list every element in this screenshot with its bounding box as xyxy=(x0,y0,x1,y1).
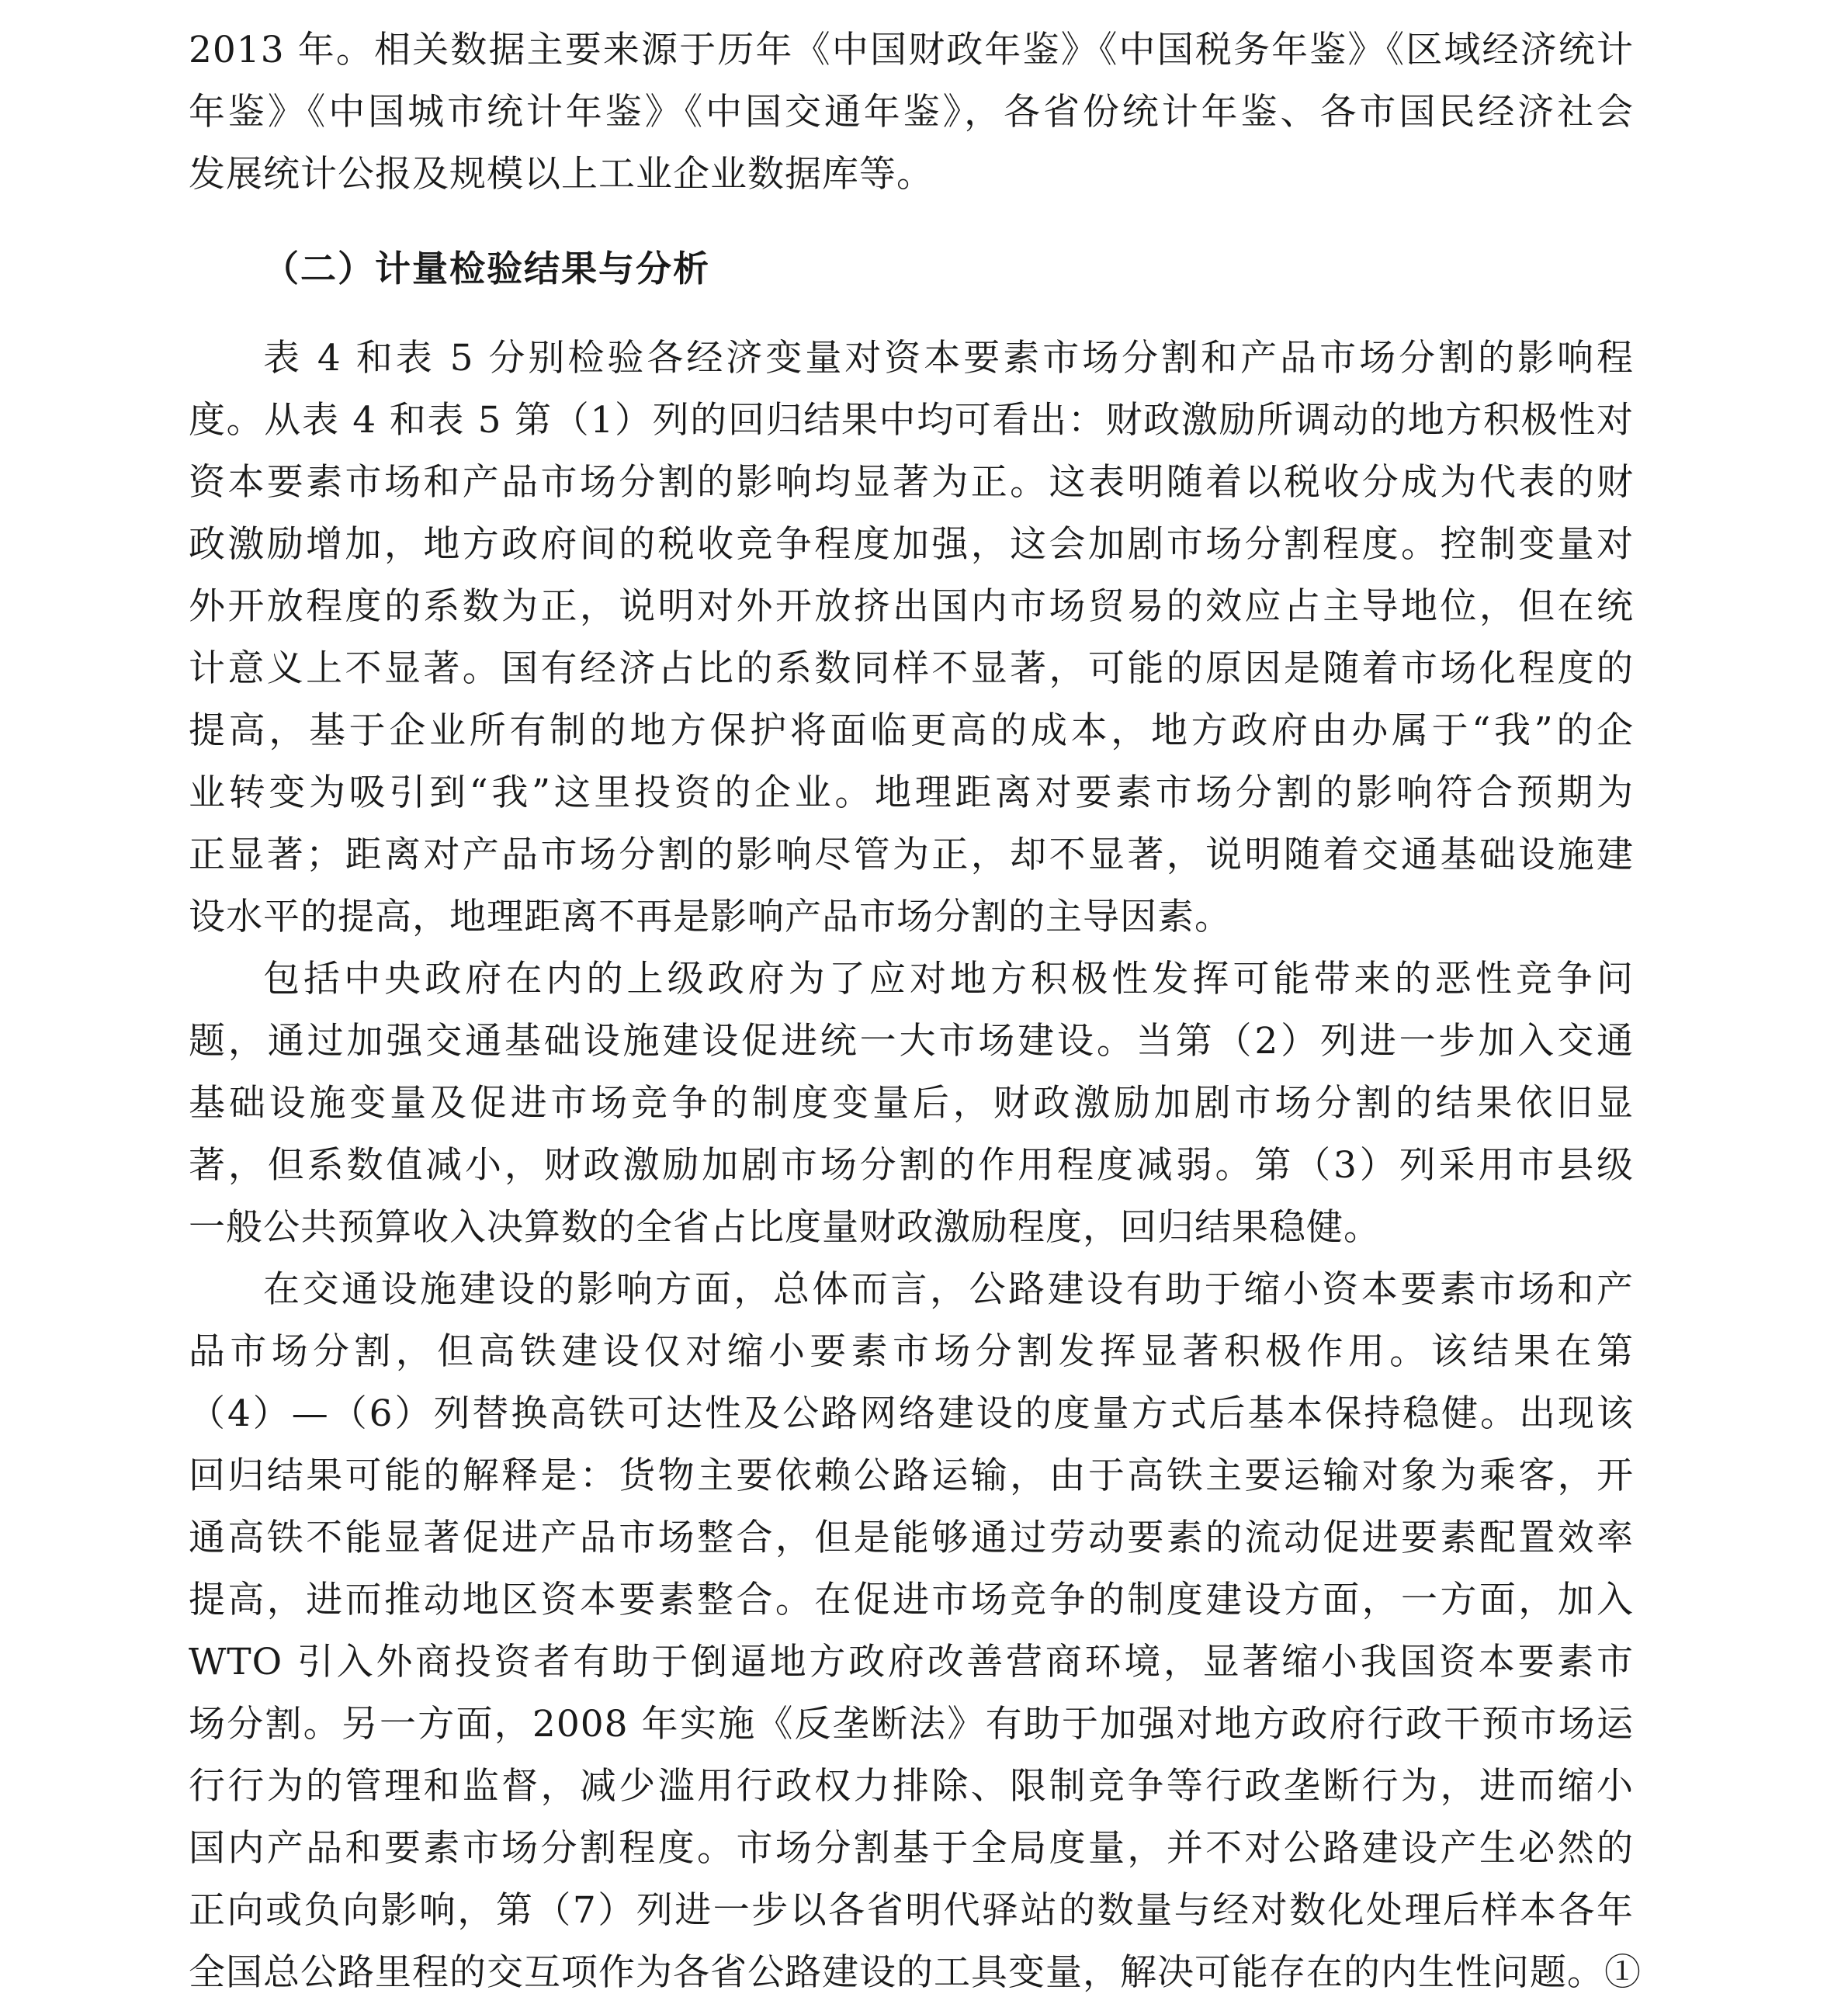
paragraph1-line-6: 计意义上不显著。国有经济占比的系数同样不显著，可能的原因是随着市场化程度的 xyxy=(189,647,1634,690)
intro-line-3: 发展统计公报及规模以上工业企业数据库等。 xyxy=(189,153,934,196)
paragraph2-line-3: 基础设施变量及促进市场竞争的制度变量后，财政激励加剧市场分割的结果依旧显 xyxy=(189,1082,1634,1125)
intro-line-2: 年鉴》《中国城市统计年鉴》《中国交通年鉴》，各省份统计年鉴、各市国民经济社会 xyxy=(189,91,1634,133)
paragraph3-line-12: 全国总公路里程的交互项作为各省公路建设的工具变量，解决可能存在的内生性问题。① xyxy=(189,1951,1642,1994)
paragraph1-line-8: 业转变为吸引到“我”这里投资的企业。地理距离对要素市场分割的影响符合预期为 xyxy=(189,771,1634,814)
paragraph1-line-5: 外开放程度的系数为正，说明对外开放挤出国内市场贸易的效应占主导地位，但在统 xyxy=(189,585,1634,628)
paragraph1-line-4: 政激励增加，地方政府间的税收竞争程度加强，这会加剧市场分割程度。控制变量对 xyxy=(189,523,1634,566)
paragraph1-line-7: 提高，基于企业所有制的地方保护将面临更高的成本，地方政府由办属于“我”的企 xyxy=(189,709,1634,752)
paragraph3-line-7: WTO 引入外商投资者有助于倒逼地方政府改善营商环境，显著缩小我国资本要素市 xyxy=(189,1641,1634,1683)
paragraph3-line-8: 场分割。另一方面，2008 年实施《反垄断法》有助于加强对地方政府行政干预市场运 xyxy=(189,1703,1634,1746)
paragraph1-line-1: 表 4 和表 5 分别检验各经济变量对资本要素市场分割和产品市场分割的影响程 xyxy=(263,337,1634,380)
paragraph2-line-2: 题，通过加强交通基础设施建设促进统一大市场建设。当第（2）列进一步加入交通 xyxy=(189,1020,1634,1063)
paragraph3-line-2: 品市场分割，但高铁建设仅对缩小要素市场分割发挥显著积极作用。该结果在第 xyxy=(189,1330,1634,1373)
paragraph3-line-6: 提高，进而推动地区资本要素整合。在促进市场竞争的制度建设方面，一方面，加入 xyxy=(189,1579,1634,1621)
paragraph2-line-4: 著，但系数值减小，财政激励加剧市场分割的作用程度减弱。第（3）列采用市县级 xyxy=(189,1144,1634,1187)
paragraph1-line-2: 度。从表 4 和表 5 第（1）列的回归结果中均可看出：财政激励所调动的地方积极性对 xyxy=(189,399,1634,442)
paragraph3-line-3: （4）—（6）列替换高铁可达性及公路网络建设的度量方式后基本保持稳健。出现该 xyxy=(189,1392,1634,1435)
paragraph3-line-9: 行行为的管理和监督，减少滥用行政权力排除、限制竞争等行政垄断行为，进而缩小 xyxy=(189,1765,1634,1808)
paragraph2-line-1: 包括中央政府在内的上级政府为了应对地方积极性发挥可能带来的恶性竞争问 xyxy=(263,958,1634,1000)
paragraph3-line-10: 国内产品和要素市场分割程度。市场分割基于全局度量，并不对公路建设产生必然的 xyxy=(189,1827,1634,1870)
paragraph3-line-5: 通高铁不能显著促进产品市场整合，但是能够通过劳动要素的流动促进要素配置效率 xyxy=(189,1517,1634,1559)
paragraph3-line-4: 回归结果可能的解释是：货物主要依赖公路运输，由于高铁主要运输对象为乘客，开 xyxy=(189,1454,1634,1497)
intro-line-1: 2013 年。相关数据主要来源于历年《中国财政年鉴》《中国税务年鉴》《区域经济统计 xyxy=(189,29,1634,71)
paragraph3-line-11: 正向或负向影响，第（7）列进一步以各省明代驿站的数量与经对数化处理后样本各年 xyxy=(189,1889,1634,1932)
paragraph3-line-1: 在交通设施建设的影响方面，总体而言，公路建设有助于缩小资本要素市场和产 xyxy=(263,1268,1634,1311)
paragraph1-line-9: 正显著；距离对产品市场分割的影响尽管为正，却不显著，说明随着交通基础设施建 xyxy=(189,834,1634,876)
paragraph1-line-3: 资本要素市场和产品市场分割的影响均显著为正。这表明随着以税收分成为代表的财 xyxy=(189,461,1634,504)
paragraph1-line-10: 设水平的提高，地理距离不再是影响产品市场分割的主导因素。 xyxy=(189,896,1232,938)
section-heading: （二）计量检验结果与分析 xyxy=(263,248,710,290)
paragraph2-line-5: 一般公共预算收入决算数的全省占比度量财政激励程度，回归结果稳健。 xyxy=(189,1206,1381,1249)
